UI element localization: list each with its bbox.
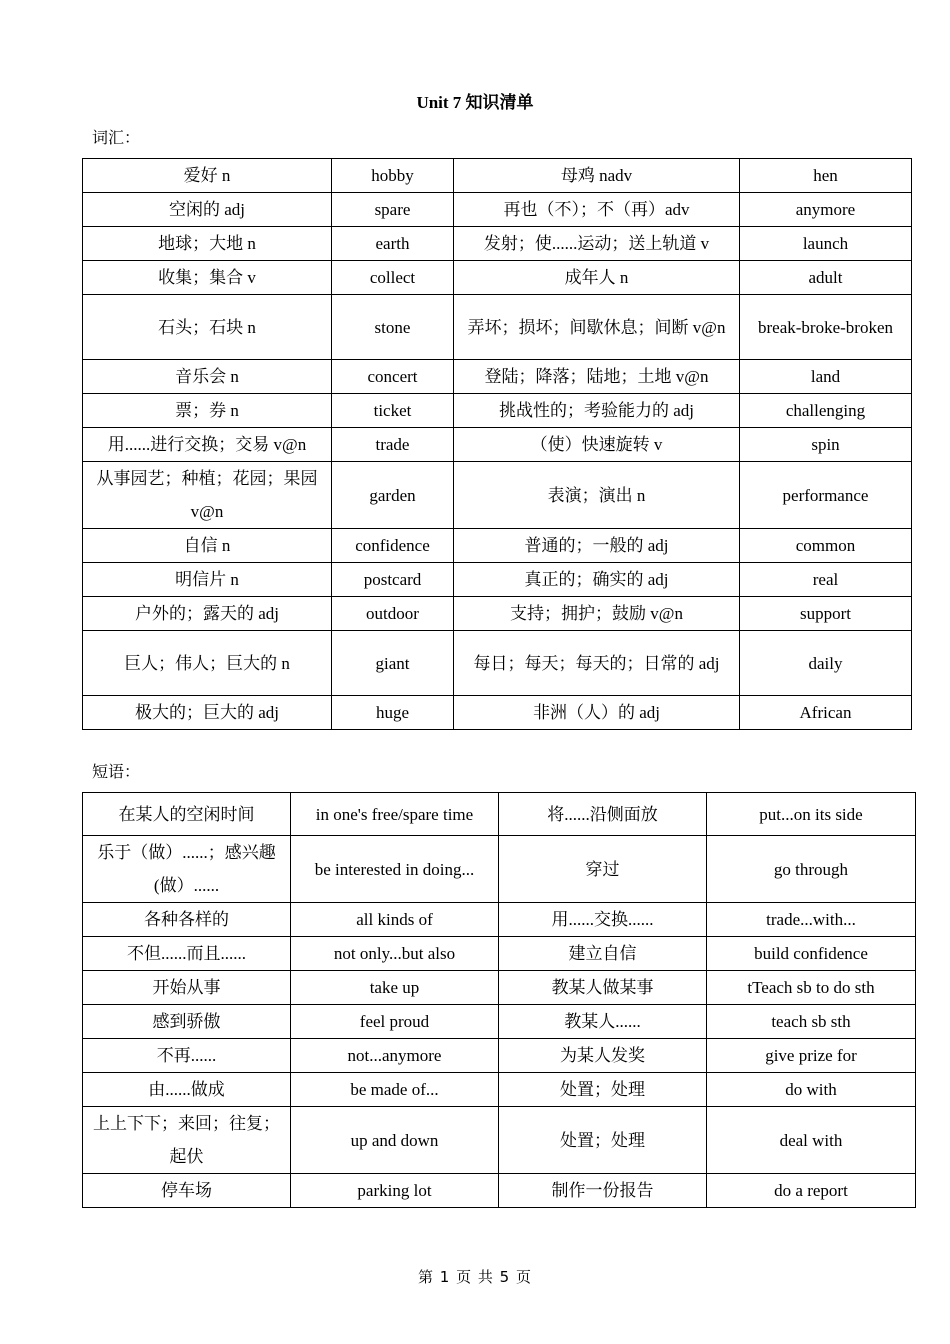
phrase-cn-cell: 各种各样的 [83,903,291,937]
vocab-en-cell: anymore [740,193,912,227]
phrase-en-cell: feel proud [291,1005,499,1039]
phrase-en-cell: parking lot [291,1174,499,1208]
phrase-cn-cell: 乐于（做）......；感兴趣(做）...... [83,836,291,903]
table-row [83,1073,916,1107]
vocab-en-cell: hobby [332,159,454,193]
vocab-en-cell: concert [332,360,454,394]
phrase-en-cell: do with [707,1073,916,1107]
table-row [83,696,912,730]
vocab-table [82,158,912,730]
phrase-en-cell: all kinds of [291,903,499,937]
vocab-cn-cell: 巨人；伟人；巨大的 n [83,631,332,696]
table-row [83,428,912,462]
vocab-en-cell: garden [332,462,454,529]
table-row [83,462,912,529]
vocab-cn-cell: 地球；大地 n [83,227,332,261]
vocab-cn-cell: 真正的；确实的 adj [454,563,740,597]
phrase-en-cell: go through [707,836,916,903]
table-row [83,360,912,394]
table-row [83,836,916,903]
table-row [83,1005,916,1039]
table-row [83,563,912,597]
vocab-en-cell: common [740,529,912,563]
phrase-en-cell: tTeach sb to do sth [707,971,916,1005]
vocab-en-cell: performance [740,462,912,529]
vocab-cn-cell: 明信片 n [83,563,332,597]
vocab-cn-cell: 普通的；一般的 adj [454,529,740,563]
vocab-cn-cell: （使）快速旋转 v [454,428,740,462]
phrase-en-cell: up and down [291,1107,499,1174]
vocab-en-cell: confidence [332,529,454,563]
table-row [83,903,916,937]
vocab-en-cell: adult [740,261,912,295]
vocab-cn-cell: 石头；石块 n [83,295,332,360]
vocab-en-cell: African [740,696,912,730]
phrase-en-cell: put...on its side [707,793,916,836]
phrase-cn-cell: 处置；处理 [499,1107,707,1174]
vocab-cn-cell: 再也（不）；不（再）adv [454,193,740,227]
vocab-en-cell: spin [740,428,912,462]
phrase-cn-cell: 建立自信 [499,937,707,971]
phrase-en-cell: not...anymore [291,1039,499,1073]
vocab-cn-cell: 空闲的 adj [83,193,332,227]
vocab-cn-cell: 极大的；巨大的 adj [83,696,332,730]
phrase-en-cell: be made of... [291,1073,499,1107]
vocab-cn-cell: 音乐会 n [83,360,332,394]
phrase-cn-cell: 制作一份报告 [499,1174,707,1208]
vocab-cn-cell: 自信 n [83,529,332,563]
vocab-en-cell: real [740,563,912,597]
page-footer: 第 1 页 共 5 页 [418,1268,532,1286]
vocab-cn-cell: 弄坏；损坏；间歇休息；间断 v@n [454,295,740,360]
table-row [83,1174,916,1208]
table-row [83,793,916,836]
vocab-en-cell: hen [740,159,912,193]
vocab-en-cell: launch [740,227,912,261]
phrase-cn-cell: 不再...... [83,1039,291,1073]
phrase-en-cell: build confidence [707,937,916,971]
vocab-section-label: 词汇： [92,128,141,147]
table-row [83,597,912,631]
phrase-en-cell: take up [291,971,499,1005]
phrase-cn-cell: 为某人发奖 [499,1039,707,1073]
vocab-en-cell: collect [332,261,454,295]
vocab-en-cell: challenging [740,394,912,428]
phrase-cn-cell: 教某人...... [499,1005,707,1039]
vocab-cn-cell: 爱好 n [83,159,332,193]
table-row [83,529,912,563]
table-row [83,1107,916,1174]
vocab-en-cell: giant [332,631,454,696]
table-row [83,193,912,227]
vocab-en-cell: daily [740,631,912,696]
vocab-cn-cell: 登陆；降落；陆地；土地 v@n [454,360,740,394]
vocab-en-cell: earth [332,227,454,261]
vocab-cn-cell: 成年人 n [454,261,740,295]
phrase-en-cell: be interested in doing... [291,836,499,903]
vocab-en-cell: break-broke-broken [740,295,912,360]
phrase-cn-cell: 感到骄傲 [83,1005,291,1039]
phrase-cn-cell: 不但......而且...... [83,937,291,971]
page-title: Unit 7 知识清单 [416,93,534,112]
vocab-cn-cell: 从事园艺；种植；花园；果园 v@n [83,462,332,529]
phrase-cn-cell: 在某人的空闲时间 [83,793,291,836]
phrase-table [82,792,916,1208]
phrase-cn-cell: 将......沿侧面放 [499,793,707,836]
vocab-cn-cell: 表演；演出 n [454,462,740,529]
table-row [83,394,912,428]
phrase-cn-cell: 教某人做某事 [499,971,707,1005]
vocab-cn-cell: 票；券 n [83,394,332,428]
vocab-cn-cell: 户外的；露天的 adj [83,597,332,631]
vocab-cn-cell: 挑战性的；考验能力的 adj [454,394,740,428]
phrase-cn-cell: 上上下下；来回；往复；起伏 [83,1107,291,1174]
vocab-en-cell: support [740,597,912,631]
vocab-en-cell: ticket [332,394,454,428]
phrase-en-cell: do a report [707,1174,916,1208]
vocab-en-cell: trade [332,428,454,462]
table-row [83,159,912,193]
vocab-en-cell: stone [332,295,454,360]
vocab-cn-cell: 用......进行交换；交易 v@n [83,428,332,462]
phrase-cn-cell: 用......交换...... [499,903,707,937]
phrase-en-cell: in one's free/spare time [291,793,499,836]
vocab-en-cell: huge [332,696,454,730]
vocab-cn-cell: 收集；集合 v [83,261,332,295]
table-row [83,261,912,295]
phrase-cn-cell: 开始从事 [83,971,291,1005]
table-row [83,227,912,261]
vocab-en-cell: land [740,360,912,394]
vocab-cn-cell: 支持；拥护；鼓励 v@n [454,597,740,631]
phrase-cn-cell: 由......做成 [83,1073,291,1107]
table-row [83,295,912,360]
table-row [83,971,916,1005]
phrase-cn-cell: 停车场 [83,1174,291,1208]
vocab-en-cell: postcard [332,563,454,597]
table-row [83,631,912,696]
vocab-cn-cell: 非洲（人）的 adj [454,696,740,730]
table-row [83,937,916,971]
vocab-cn-cell: 每日；每天；每天的；日常的 adj [454,631,740,696]
phrase-en-cell: deal with [707,1107,916,1174]
phrase-en-cell: give prize for [707,1039,916,1073]
table-row [83,1039,916,1073]
vocab-en-cell: outdoor [332,597,454,631]
phrase-section-label: 短语： [92,762,141,781]
phrase-en-cell: teach sb sth [707,1005,916,1039]
vocab-cn-cell: 母鸡 nadv [454,159,740,193]
vocab-cn-cell: 发射；使......运动；送上轨道 v [454,227,740,261]
phrase-en-cell: not only...but also [291,937,499,971]
phrase-cn-cell: 处置；处理 [499,1073,707,1107]
phrase-cn-cell: 穿过 [499,836,707,903]
vocab-en-cell: spare [332,193,454,227]
phrase-en-cell: trade...with... [707,903,916,937]
